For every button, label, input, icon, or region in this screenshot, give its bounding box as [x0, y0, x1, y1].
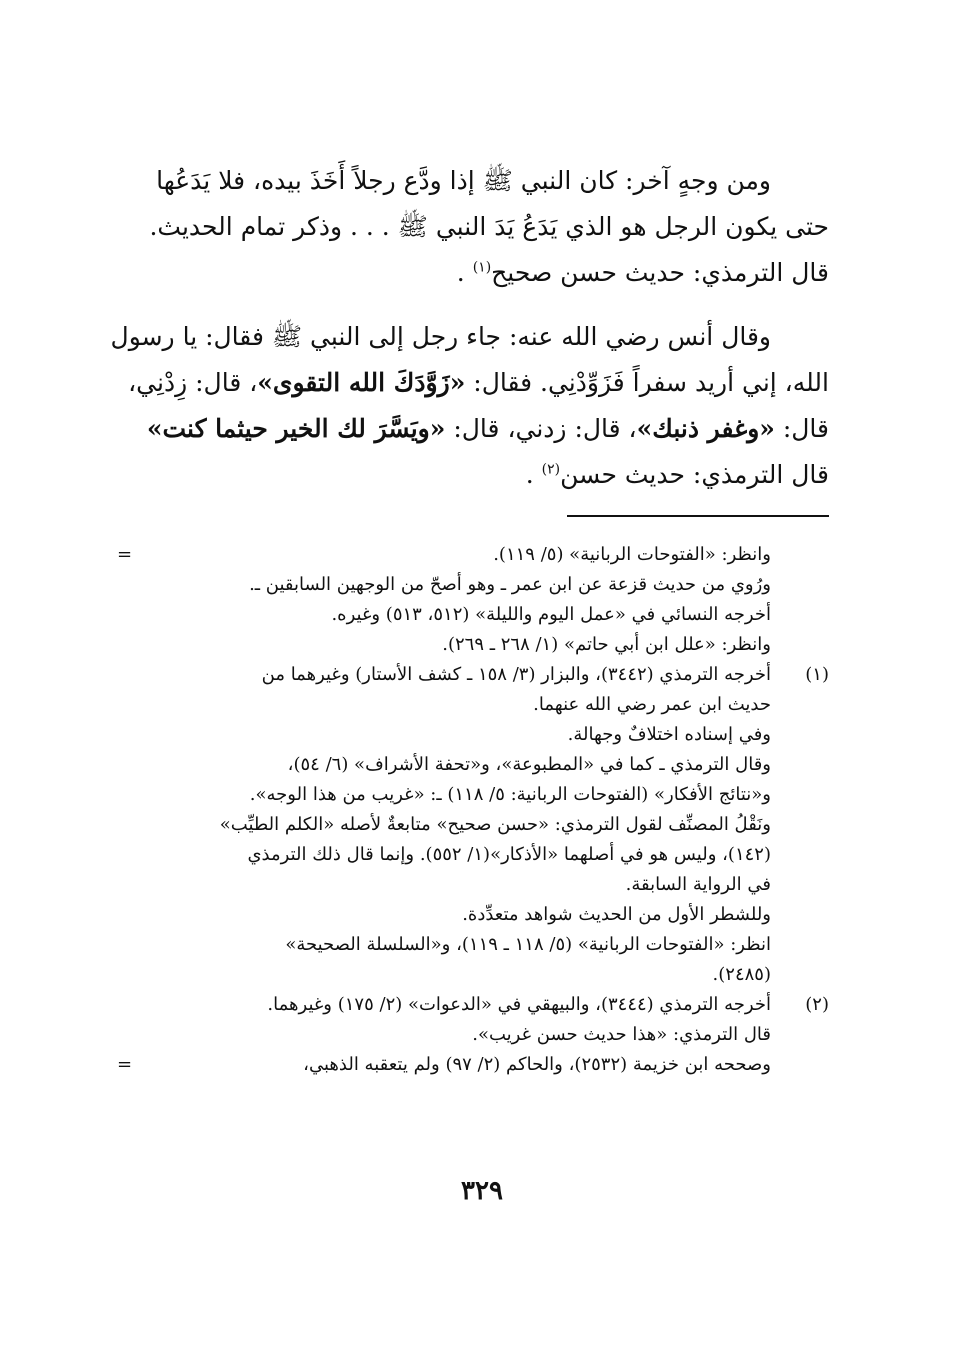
footnote-continued-line: وانظر: «علل ابن أبي حاتم» (١/ ٢٦٨ ـ ٢٦٩).	[442, 634, 771, 655]
footnote-2-number: (٢)	[805, 994, 829, 1015]
footnote-text: وانظر: «الفتوحات الربانية» (٥/ ١١٩).	[493, 544, 771, 565]
footnote-1-number: (١)	[805, 664, 829, 685]
footnote-text: أخرجه الترمذي (٣٤٤٤)، والبيهقي في «الدعوات» (٢/ ١٧٥) وغيرهما.	[267, 994, 771, 1015]
text-line	[129, 452, 829, 498]
text-line	[129, 406, 829, 452]
footnote-1-line	[129, 660, 829, 690]
footnote-reference-1: (١)	[472, 259, 492, 276]
text-line	[129, 360, 829, 406]
footnote-continued-line: ورُوي من حديث قزعة عن ابن عمر ـ وهو أصحّ من الوجهين السابقين ـ.	[249, 574, 771, 595]
main-paragraph-2	[110, 314, 829, 498]
text-fragment: قال:	[774, 414, 829, 443]
text-fragment: ، قال: زِدْنِي،	[128, 368, 258, 397]
footnote-1-line: انظر: «الفتوحات الربانية» (٥/ ١١٨ ـ ١١٩)، و«السلسلة الصحيحة»	[285, 934, 771, 955]
text-fragment: .	[525, 460, 542, 489]
text-fragment: قال الترمذي: حديث حسن	[560, 460, 829, 489]
quoted-supplication: «وغفر ذنبك»	[636, 414, 775, 443]
footnote-1-line: (١٤٢)، وليس هو في أصلهما «الأذكار»(١/ ٥٥٢). وإنما قال ذلك الترمذي	[247, 844, 771, 865]
footnote-continued-line	[117, 540, 829, 570]
footnote-1-line: حديث ابن عمر رضي الله عنهما.	[533, 694, 771, 715]
text-line: وقال أنس رضي الله عنه: جاء رجل إلى النبي ﷺ فقال: يا رسول	[110, 322, 771, 351]
text-fragment: .	[456, 258, 473, 287]
continuation-mark: =	[117, 1054, 133, 1075]
footnote-2-line	[129, 990, 829, 1020]
main-paragraph-1	[129, 158, 829, 296]
footnote-2-line	[117, 1050, 829, 1080]
text-line: ومن وجهٍ آخر: كان النبي ﷺ إذا ودَّع رجلاً أَخَذَ بيده، فلا يَدَعُها	[156, 166, 771, 195]
footnote-1-line: وقال الترمذي ـ كما في «المطبوعة»، و«تحفة الأشراف» (٦/ ٥٤)،	[287, 754, 771, 775]
text-fragment: ، قال: زدني، قال:	[445, 414, 637, 443]
footnote-1-line: و«نتائج الأفكار» (الفتوحات الربانية: ٥/ ١١٨) ـ: «غريب من هذا الوجه».	[249, 784, 771, 805]
page-number: ٣٢٩	[461, 1176, 503, 1206]
text-fragment: الله، إني أريد سفراً فَزَوِّدْنِي. فقال:	[465, 368, 829, 397]
footnote-1-line: (٢٤٨٥).	[712, 964, 771, 985]
quoted-supplication: «زَوَّدَكَ الله التقوى»	[257, 368, 466, 397]
quoted-supplication: «ويَسَّرَ لك الخير حيثما كنت»	[146, 414, 446, 443]
footnote-separator	[567, 515, 829, 517]
footnote-1-line: وفي إسناده اختلافٌ وجهالة.	[567, 724, 771, 745]
footnote-1-line: وللشطر الأول من الحديث شواهد متعدِّدة.	[462, 904, 771, 925]
text-line: حتى يكون الرجل هو الذي يَدَعُ يَدَ النبي ﷺ . . . وذكر تمام الحديث.	[149, 212, 829, 241]
footnotes-section	[117, 540, 829, 1080]
footnote-text: وصححه ابن خزيمة (٢٥٣٢)، والحاكم (٢/ ٩٧) ولم يتعقبه الذهبي،	[303, 1054, 771, 1075]
footnote-reference-2: (٢)	[541, 461, 561, 478]
text-fragment: قال الترمذي: حديث حسن صحيح	[491, 258, 829, 287]
footnote-continued-line: أخرجه النسائي في «عمل اليوم والليلة» (٥١٢، ٥١٣) وغيره.	[331, 604, 771, 625]
footnote-1-line: ونَقْلُ المصنِّف لقول الترمذي: «حسن صحيح» متابعةٌ لأصله «الكلم الطيِّب»	[219, 814, 771, 835]
continuation-mark: =	[117, 544, 133, 565]
footnote-1-line: في الرواية السابقة.	[625, 874, 771, 895]
footnote-2-line: قال الترمذي: «هذا حديث حسن غريب».	[472, 1024, 771, 1045]
footnote-text: أخرجه الترمذي (٣٤٤٢)، والبزار (٣/ ١٥٨ ـ كشف الأستار) وغيرهما من	[261, 664, 771, 685]
text-line	[129, 250, 829, 296]
